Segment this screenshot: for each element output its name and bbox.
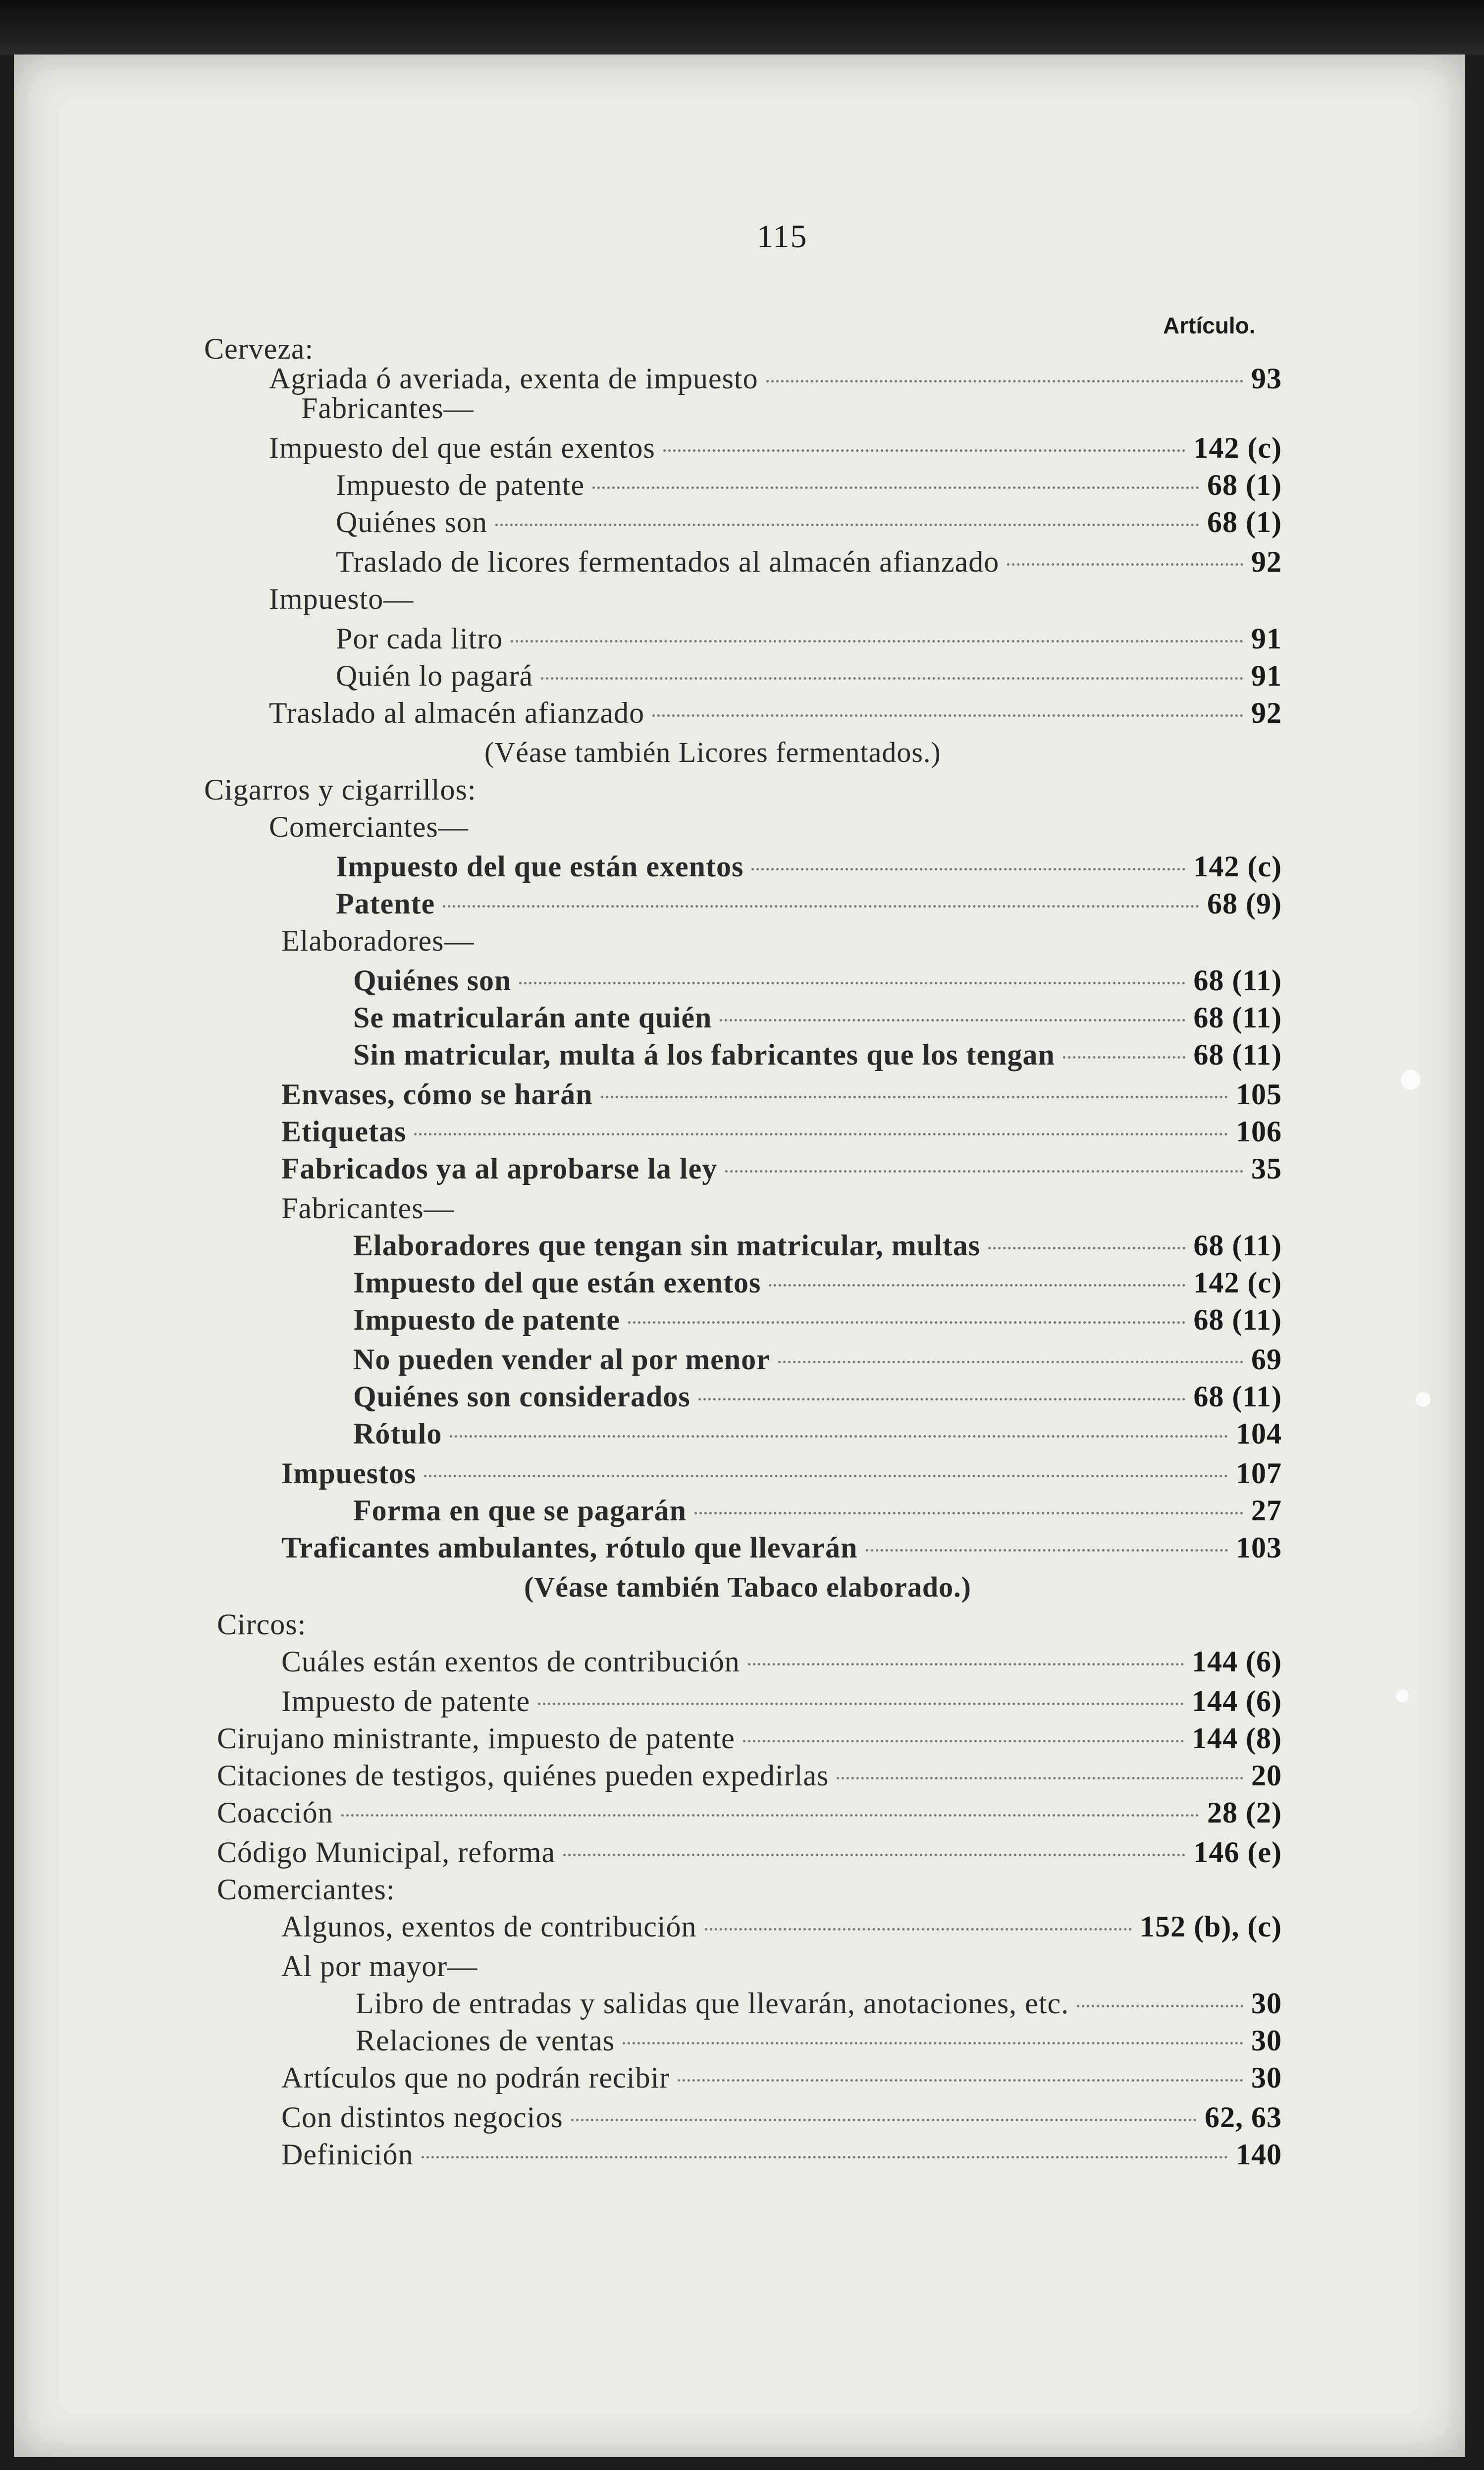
index-entry <box>353 1417 1282 1450</box>
article-reference: 144 (6) <box>1192 1645 1282 1678</box>
index-entry <box>353 1229 1282 1261</box>
scan-speck <box>1416 1392 1431 1407</box>
article-reference: 91 <box>1251 622 1282 655</box>
dot-leader <box>538 1703 1184 1705</box>
entry-label: Impuesto de patente <box>353 1303 620 1336</box>
entry-label: Impuesto de patente <box>336 469 585 501</box>
dot-leader <box>678 2079 1243 2082</box>
article-reference: 68 (11) <box>1193 1303 1282 1336</box>
dot-leader <box>652 714 1243 717</box>
dot-leader <box>720 1019 1185 1021</box>
entry-label: Fabricantes— <box>281 1192 454 1225</box>
dot-leader <box>769 1284 1185 1287</box>
index-entry <box>281 1456 1282 1489</box>
index-entry <box>353 1303 1282 1336</box>
index-entry <box>353 1342 1282 1375</box>
entry-label: (Véase también Tabaco elaborado.) <box>524 1571 971 1603</box>
dot-leader <box>511 640 1243 643</box>
article-reference: 68 (11) <box>1193 964 1282 997</box>
dot-leader <box>414 1133 1228 1135</box>
index-heading <box>217 1873 395 1905</box>
column-header: Artículo. <box>1163 313 1256 338</box>
article-reference: 92 <box>1251 545 1282 578</box>
index-entry <box>336 545 1282 578</box>
article-reference: 30 <box>1251 1987 1282 2020</box>
entry-label: Traficantes ambulantes, rótulo que llevarán <box>281 1531 858 1564</box>
index-entry <box>356 2024 1282 2056</box>
index-entry <box>281 1684 1282 1717</box>
entry-label: Comerciantes— <box>269 810 469 843</box>
index-entry <box>353 1038 1282 1071</box>
book-page <box>14 54 1465 2457</box>
dot-leader <box>705 1928 1132 1931</box>
entry-label: Impuesto del que están exentos <box>353 1266 761 1299</box>
index-entry <box>217 1835 1282 1868</box>
entry-label: Quiénes son considerados <box>353 1380 690 1413</box>
index-entry <box>269 696 1282 729</box>
index-heading <box>281 1949 477 1982</box>
entry-label: Impuesto de patente <box>281 1685 530 1718</box>
dot-leader <box>725 1170 1243 1173</box>
entry-label: Sin matricular, multa á los fabricantes que los tengan <box>353 1038 1055 1071</box>
entry-label: Coacción <box>217 1796 333 1829</box>
entry-label: Quiénes son <box>353 964 512 997</box>
article-reference: 91 <box>1251 659 1282 692</box>
dot-leader <box>563 1854 1185 1856</box>
index-entry <box>353 1001 1282 1033</box>
index-entry <box>353 964 1282 996</box>
dot-leader <box>495 524 1199 526</box>
entry-label: Impuesto del que están exentos <box>269 431 655 464</box>
dot-leader <box>743 1740 1184 1742</box>
index-entry <box>281 1531 1282 1563</box>
index-heading <box>204 332 314 365</box>
entry-label: Por cada litro <box>336 622 503 655</box>
article-reference: 93 <box>1251 362 1282 395</box>
dot-leader <box>424 1475 1228 1477</box>
article-reference: 69 <box>1251 1343 1282 1376</box>
dot-leader <box>751 868 1185 870</box>
cross-reference-note <box>484 736 941 768</box>
index-entry <box>281 1645 1282 1677</box>
dot-leader <box>628 1321 1185 1324</box>
entry-label: Comerciantes: <box>217 1873 395 1906</box>
article-reference: 103 <box>1236 1531 1282 1564</box>
article-reference: 68 (11) <box>1193 1380 1282 1413</box>
index-entry <box>269 431 1282 464</box>
article-reference: 27 <box>1251 1494 1282 1527</box>
index-heading <box>269 582 414 615</box>
entry-label: Elaboradores— <box>281 924 475 957</box>
entry-label: Cirujano ministrante, impuesto de patente <box>217 1722 735 1755</box>
index-entry <box>353 1380 1282 1412</box>
article-reference: 68 (11) <box>1193 1229 1282 1262</box>
entry-label: Cuáles están exentos de contribución <box>281 1645 740 1678</box>
article-reference: 92 <box>1251 697 1282 729</box>
entry-label: Etiquetas <box>281 1115 407 1148</box>
index-heading <box>301 391 474 424</box>
entry-label: No pueden vender al por menor <box>353 1343 770 1376</box>
article-reference: 142 (c) <box>1193 431 1282 464</box>
article-reference: 68 (11) <box>1193 1001 1282 1034</box>
article-reference: 106 <box>1236 1115 1282 1148</box>
article-reference: 30 <box>1251 2061 1282 2094</box>
entry-label: Se matricularán ante quién <box>353 1001 712 1034</box>
index-entry <box>217 1796 1282 1828</box>
article-reference: 68 (11) <box>1193 1038 1282 1071</box>
entry-label: Código Municipal, reforma <box>217 1836 556 1869</box>
article-reference: 68 (9) <box>1207 887 1282 920</box>
entry-label: Rótulo <box>353 1417 442 1450</box>
entry-label: Traslado al almacén afianzado <box>269 697 645 729</box>
entry-label: Cerveza: <box>204 332 314 365</box>
index-entry <box>281 2061 1282 2094</box>
dot-leader <box>450 1435 1228 1438</box>
dot-leader <box>1063 1056 1186 1059</box>
dot-leader <box>623 2042 1243 2044</box>
entry-label: Quiénes son <box>336 506 487 538</box>
index-heading <box>281 1191 454 1224</box>
entry-label: Patente <box>336 887 435 920</box>
page-number: 115 <box>757 218 808 255</box>
index-entry <box>336 850 1282 882</box>
index-entry <box>336 659 1282 692</box>
index-entry <box>217 1759 1282 1791</box>
entry-label: Citaciones de testigos, quiénes pueden expedirlas <box>217 1759 829 1792</box>
dot-leader <box>443 905 1199 908</box>
article-reference: 105 <box>1236 1078 1282 1111</box>
entry-label: Relaciones de ventas <box>356 2024 615 2057</box>
entry-label: Traslado de licores fermentados al almacén afianzado <box>336 545 1000 578</box>
article-reference: 144 (6) <box>1192 1685 1282 1718</box>
index-heading <box>217 1608 306 1640</box>
index-entry <box>336 887 1282 919</box>
entry-label: Fabricados ya al aprobarse la ley <box>281 1152 718 1185</box>
index-entry <box>353 1266 1282 1298</box>
article-reference: 142 (c) <box>1193 850 1282 883</box>
scan-top-band <box>0 0 1484 54</box>
scan-speck <box>1396 1689 1409 1702</box>
dot-leader <box>1007 563 1243 566</box>
cross-reference-note <box>524 1570 971 1603</box>
dot-leader <box>1077 2005 1243 2007</box>
article-reference: 140 <box>1236 2138 1282 2171</box>
article-reference: 30 <box>1251 2024 1282 2057</box>
article-reference: 152 (b), (c) <box>1140 1910 1282 1943</box>
dot-leader <box>592 486 1199 489</box>
dot-leader <box>698 1398 1186 1400</box>
article-reference: 144 (8) <box>1192 1722 1282 1755</box>
index-entry <box>336 505 1282 538</box>
dot-leader <box>571 2119 1197 2121</box>
entry-label: Con distintos negocios <box>281 2101 563 2134</box>
index-heading <box>204 773 477 805</box>
entry-label: Elaboradores que tengan sin matricular, multas <box>353 1229 981 1262</box>
index-entry <box>281 1077 1282 1110</box>
index-heading <box>269 810 469 843</box>
entry-label: Algunos, exentos de contribución <box>281 1910 697 1943</box>
entry-label: Circos: <box>217 1608 307 1641</box>
entry-label: Definición <box>281 2138 414 2171</box>
index-entry <box>336 622 1282 654</box>
article-reference: 35 <box>1251 1152 1282 1185</box>
index-entries <box>14 54 1465 2457</box>
dot-leader <box>694 1512 1243 1514</box>
index-entry <box>281 1152 1282 1184</box>
index-entry <box>353 1494 1282 1526</box>
entry-label: Impuestos <box>281 1457 417 1490</box>
dot-leader <box>766 380 1243 382</box>
entry-label: Cigarros y cigarrillos: <box>204 773 477 806</box>
entry-label: Forma en que se pagarán <box>353 1494 687 1527</box>
article-reference: 146 (e) <box>1193 1836 1282 1869</box>
index-entry <box>336 468 1282 501</box>
article-reference: 20 <box>1251 1759 1282 1792</box>
entry-label: Fabricantes— <box>301 392 474 425</box>
entry-label: Artículos que no podrán recibir <box>281 2061 670 2094</box>
index-entry <box>269 362 1282 394</box>
dot-leader <box>541 677 1243 680</box>
index-entry <box>281 2138 1282 2170</box>
index-entry <box>356 1987 1282 2019</box>
index-entry <box>281 1115 1282 1147</box>
entry-label: Envases, cómo se harán <box>281 1078 593 1111</box>
dot-leader <box>748 1663 1184 1665</box>
dot-leader <box>778 1361 1243 1363</box>
entry-label: Impuesto— <box>269 583 414 615</box>
index-entry <box>281 1910 1282 1942</box>
dot-leader <box>663 449 1186 452</box>
dot-leader <box>519 982 1185 984</box>
index-entry <box>217 1721 1282 1754</box>
article-reference: 28 (2) <box>1207 1796 1282 1829</box>
dot-leader <box>866 1549 1228 1552</box>
dot-leader <box>837 1777 1243 1779</box>
article-reference: 62, 63 <box>1205 2101 1282 2134</box>
entry-label: (Véase también Licores fermentados.) <box>484 736 941 768</box>
dot-leader <box>422 2156 1228 2158</box>
entry-label: Libro de entradas y salidas que llevarán, anotaciones, etc. <box>356 1987 1069 2020</box>
index-entry <box>281 2100 1282 2133</box>
article-reference: 68 (1) <box>1207 469 1282 501</box>
scan-speck <box>1401 1070 1421 1090</box>
entry-label: Impuesto del que están exentos <box>336 850 744 883</box>
entry-label: Al por mayor— <box>281 1950 478 1983</box>
article-reference: 142 (c) <box>1193 1266 1282 1299</box>
dot-leader <box>601 1096 1228 1098</box>
dot-leader <box>341 1814 1199 1817</box>
article-reference: 107 <box>1236 1457 1282 1490</box>
entry-label: Agriada ó averiada, exenta de impuesto <box>269 362 758 395</box>
entry-label: Quién lo pagará <box>336 659 533 692</box>
dot-leader <box>988 1247 1185 1249</box>
article-reference: 68 (1) <box>1207 506 1282 538</box>
index-heading <box>281 924 475 957</box>
article-reference: 104 <box>1236 1417 1282 1450</box>
